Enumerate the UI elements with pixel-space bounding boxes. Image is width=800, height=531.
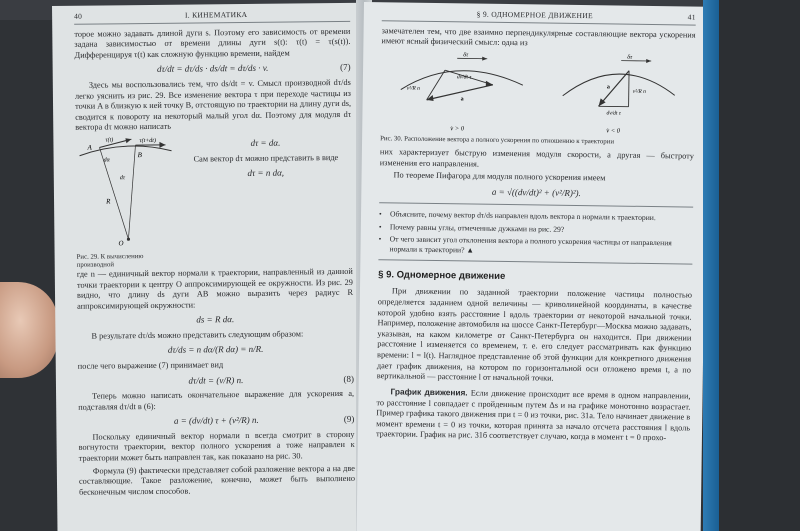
figure-29-label-O: O xyxy=(118,239,124,248)
right-paragraph-1: них характеризует быструю изменения модуля скорости, а другая — быстроту изменения его направления. xyxy=(379,147,694,169)
left-paragraph-3: Сам вектор dτ можно представить в виде xyxy=(193,152,339,164)
formula-dtau xyxy=(179,137,351,150)
figure-30-left-diagram xyxy=(396,49,527,135)
formula-8 xyxy=(78,373,354,387)
question-2-text: Почему равны углы, отмеченные дужками на рис. 29? xyxy=(389,222,565,234)
formula-9-text: a = (dv/dt) τ + (v²/R) n. xyxy=(173,415,259,427)
left-page-number: 40 xyxy=(74,11,83,21)
figure-30-caption: Рис. 30. Расположение вектора a полного ускорения по отношению к траектории xyxy=(380,135,615,146)
formula-7 xyxy=(75,62,351,76)
question-item: • Объясните, почему вектор dτ/ds направлен вдоль вектора n нормали к траектории. xyxy=(378,209,656,223)
figure-29-diagram xyxy=(75,135,174,248)
question-3-text: От чего зависит угол отклонения вектора a полного ускорения частицы от направления нормали к траектории? ▲ xyxy=(389,234,672,255)
formula-8-number: (8) xyxy=(343,373,354,384)
figure-29-label-A: A xyxy=(87,143,92,152)
formula-dtau-vector-text: dτ = n dα, xyxy=(247,167,285,179)
right-paragraph-2: По теореме Пифагора для модуля полного ускорения имеем xyxy=(393,170,606,183)
graph-lead-heading: График движения. xyxy=(390,386,468,398)
left-paragraph-2: Здесь мы воспользовались тем, что ds/dt = v. Смысл производной dτ/ds легко уяснить из рис. 29. Все изменение вектора τ при переходе частицы из точки A в близкую к ней точку B, отстоящую по траектории на длину дуги ds, сводится к повороту на некоторый малый угол dα. Поэтому для модуля dτ вектора dτ можно написать xyxy=(74,77,352,133)
dark-background-right xyxy=(719,0,800,531)
question-1-text: Объясните, почему вектор dτ/ds направлен вдоль вектора n нормали к траектории. xyxy=(389,209,656,223)
section-paragraph-2 xyxy=(376,386,691,444)
figure-29-row xyxy=(75,133,352,270)
questions-divider-bottom xyxy=(378,259,692,264)
formula-a-magnitude xyxy=(379,185,693,201)
figure-30-left-label-normal: v²/R n xyxy=(406,85,420,92)
left-paragraph-7: Теперь можно написать окончательное выражение для ускорения a, подставляя dτ/dt в (6): xyxy=(78,388,355,412)
figure-29-label-B: B xyxy=(137,151,142,160)
question-item: • От чего зависит угол отклонения вектора a полного ускорения частицы от направления нормали к траектории? ▲ xyxy=(378,235,692,258)
left-page xyxy=(52,3,370,531)
formula-9 xyxy=(78,414,354,428)
figure-29 xyxy=(75,135,174,270)
figure-29-label-dalpha: dα xyxy=(103,157,110,164)
left-paragraph-8: Поскольку единичный вектор нормали n всегда смотрит в сторону вогнутости траектории, вектор полного ускорения a тоже направлен к траектории может быть направлен так, как показано на рис. 30. xyxy=(78,429,355,463)
figure-30-left-label-a: a xyxy=(460,96,464,103)
right-intro-paragraph: замечателен тем, что две взаимно перпендикулярные составляющие вектора ускорения имеют ясный физический смысл: одна из xyxy=(381,25,696,48)
figure-30-right-label-a: a xyxy=(606,84,610,91)
question-item: • Почему равны углы, отмеченные дужками на рис. 29? xyxy=(378,222,565,234)
thumb xyxy=(0,282,58,378)
section-title: § 9. Одномерное движение xyxy=(378,269,506,283)
formula-a-magnitude-text: a = √((dv/dt)² + (v²/R)²). xyxy=(491,186,581,198)
formula-7-number: (7) xyxy=(340,62,351,73)
left-intro-paragraph: торое можно задавать длиной дуги s. Поэтому его зависимость от времени задана зависимостью от времени длины дуги s(t): τ(t) = τ(s(t)). Дифференцируя τ(t) как сложную функцию времени, найдем xyxy=(74,26,351,60)
formula-7-text: dτ/dt = dτ/ds · ds/dt = dτ/ds · v. xyxy=(156,63,269,75)
figure-30 xyxy=(380,49,695,137)
figure-30-left-label-tangent: dv/dt τ xyxy=(456,74,472,81)
section-paragraph-2-text: Если движение происходит все время в одном направлении, то расстояние l совпадает с пройденным путем Δs и на графике монотонно возрастает. Пример графика такого движения при t = 0 из точки, рис. 31а. Тело начинает движение в момент времени t = 0 из точки, которая принята за начало отсчета расстояния l вдоль траектории. График на рис. 31б соответствует случаю, когда в момент t = 0 прохо- xyxy=(375,388,691,443)
formula-9-number: (9) xyxy=(343,414,355,425)
figure-30-right-label-tangent: dv/dt τ xyxy=(606,110,621,117)
left-paragraph-9: Формула (9) фактически представляет собой разложение вектора a на две составляющие. Такое разложение, конечно, может быть выполнено бесконечным числом способов. xyxy=(78,463,356,497)
left-running-head: I. КИНЕМАТИКА xyxy=(184,9,248,20)
figure-30-right-label-dtau: δτ xyxy=(627,54,633,61)
formula-dtau-ds xyxy=(78,343,354,357)
left-paragraph-6: после чего выражение (7) принимает вид xyxy=(77,360,224,371)
figure-30-right-diagram xyxy=(558,52,679,138)
formula-dtau-vector xyxy=(180,167,352,180)
left-paragraph-4: где n — единичный вектор нормали к траектории, направленный из данной точки траектории к центру O аппроксимирующей ее окружности. Из рис. 29 видно, что длину ds дуги AB можно выразить через радиус R аппроксимирующей окружности: xyxy=(76,266,354,311)
formula-dtau-text: dτ = dα. xyxy=(250,137,281,148)
formula-ds xyxy=(77,313,353,327)
questions-divider-top xyxy=(379,203,693,208)
figure-29-caption: Рис. 29. К вычислению производной xyxy=(76,252,144,269)
figure-29-label-R: R xyxy=(106,197,111,206)
book-cover-edge xyxy=(703,0,719,531)
questions-list xyxy=(378,210,693,258)
figure-30-right-label-normal: v²/R n xyxy=(632,88,646,95)
section-paragraph-1: При движении по заданной траектории положение частицы полностью определяется заданием одной величины — криволинейной координаты, в качестве которой удобно взять расстояние l вдоль траектории от некоторой начальной точки. Например, положение автомобиля на шоссе Санкт-Петербург—Москва можно задавать, указывая, на каком километре от Санкт-Петербурга он находится. При движении расстояние l изменяется со временем, т. е. его следует рассматривать как функцию времени: l = l(t). Наглядное представление об этой функции для конкретного движения дает график движения, на котором по горизонтальной оси отложено время t, а по вертикальной — расстояние l от начальной точки. xyxy=(376,286,692,383)
formula-dtau-ds-text: dτ/ds = n dα/(R dα) = n/R. xyxy=(167,344,264,356)
formula-ds-text: ds = R dα. xyxy=(196,314,235,325)
figure-29-side-text xyxy=(179,133,352,269)
figure-30-left-sub: v̇ > 0 xyxy=(450,125,465,133)
figure-30-left-label-dtau: δτ xyxy=(463,52,469,59)
formula-8-text: dτ/dt = (v/R) n. xyxy=(188,374,244,386)
figure-29-label-tau-t: τ(t) xyxy=(105,137,114,144)
right-running-head: § 9. ОДНОМЕРНОЕ ДВИЖЕНИЕ xyxy=(476,9,593,21)
figure-29-label-dtau: dτ xyxy=(119,175,125,182)
left-page-header xyxy=(74,9,350,24)
figure-29-label-tau-tdt: τ(t+dt) xyxy=(139,137,156,145)
figure-30-right-sub: v̇ < 0 xyxy=(606,127,621,135)
right-page xyxy=(357,2,708,531)
right-page-number: 41 xyxy=(687,12,696,22)
left-paragraph-5: В результате dτ/ds можно представить следующим образом: xyxy=(91,329,304,341)
right-page-header xyxy=(382,8,696,25)
